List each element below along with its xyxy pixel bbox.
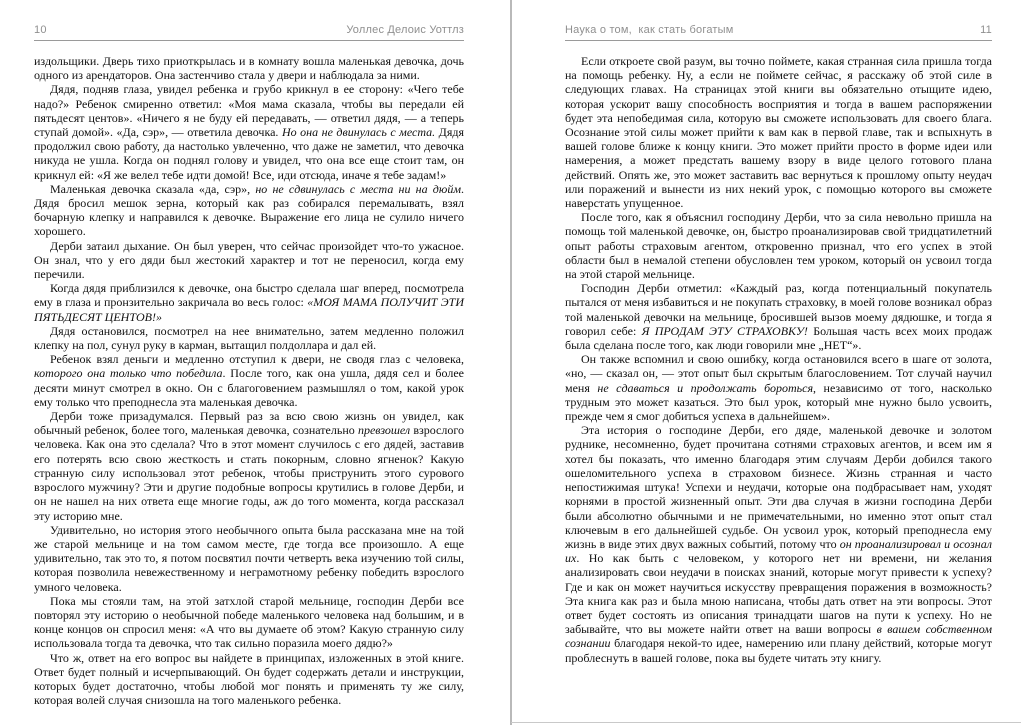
paragraph bbox=[565, 423, 992, 664]
italic-text-run: «МОЯ МАМА ПОЛУЧИТ ЭТИ ПЯТЬДЕСЯТ ЦЕНТОВ!» bbox=[34, 295, 464, 324]
paragraph bbox=[34, 409, 464, 523]
text-run: . После того, как она ушла, дядя сел и более десяти минут смотрел в окно. Он с благоговением размышлял о том, какой урок ему только что преподнесла эта маленькая девочка. bbox=[34, 366, 464, 409]
text-run: Дядя остановился, посмотрел на нее внимательно, затем медленно положил клепку на пол, сунул руку в карман, вытащил полдоллара и дал ей. bbox=[34, 323, 464, 353]
text-run: Он также вспомнил и свою ошибку, когда остановился всего в шаге от золота, «но, — сказал он, — этот опыт был скрытым благословением. Тот случай научил меня bbox=[565, 352, 992, 395]
italic-text-run: но не сдвинулась с места ни на дюйм bbox=[255, 181, 461, 196]
paragraph bbox=[34, 182, 464, 239]
text-run: Дерби тоже призадумался. Первый раз за всю свою жизнь он увидел, как обычный ребенок, более того, маленькая девочка, сознательно bbox=[34, 409, 464, 438]
italic-text-run: превзошел bbox=[357, 423, 411, 438]
paragraph bbox=[565, 281, 992, 352]
paragraph bbox=[34, 82, 464, 181]
italic-text-run: он проанализировал и осознал их bbox=[565, 536, 992, 566]
text-run: издольщики. Дверь тихо приоткрылась и в комнату вошла маленькая девочка, дочь одного из арендаторов. Она застенчиво стала у двери и наблюдала за ними. bbox=[34, 54, 464, 83]
text-run: Ребенок взял деньги и медленно отступил к двери, не сводя глаз с человека, bbox=[50, 352, 464, 367]
left-page-header bbox=[34, 24, 464, 41]
right-page-bottom-edge bbox=[511, 722, 1021, 723]
text-run: Если откроете свой разум, вы точно поймете, какая странная сила пришла тогда на помощь ребенку. Ну, а если не поймете сейчас, я расскажу об этой силе в следующих главах. На страницах этой книги вы обязательно отыщите идею, которая ускорит вашу способность восприятия и тогда в вашем распоряжении будет эта непобедимая сила, которую вы сможете использовать для своего блага. Осознание этой силы может прийти к вам как в первой главе, так и вспыхнуть в вашей голове ближе к концу книги. Это может прийти просто в форме идеи или намерения, а может предстать вашему взору в виде целого готового плана действий. Опять же, это может заставить вас вернуться к прошлому опыту неудач или поражений и вынести из них некий урок, с помощью которого вы сможете наверстать упущенное. bbox=[565, 54, 992, 211]
italic-text-run: не сдаваться и продолжать бороться bbox=[597, 380, 814, 395]
text-run: Удивительно, но история этого необычного опыта была рассказана мне на той же старой мельнице и на том самом месте, где тогда все произошло. А еще удивительно, так это то, я потом посвятил почти четверть века изучению той силы, которая позволила невежественному и неграмотному ребенку победить взрослого умного человека. bbox=[34, 522, 464, 594]
left-page-number: 10 bbox=[34, 24, 47, 36]
paragraph bbox=[34, 281, 464, 324]
right-page-body bbox=[565, 54, 992, 665]
right-page-number: 11 bbox=[980, 24, 992, 36]
text-run: благодаря некой-то идее, намерению или плану действий, которые могут проблеснуть в вашей голове, пока вы будете читать эту книгу. bbox=[565, 636, 992, 665]
right-page-header bbox=[565, 24, 992, 41]
text-run: Маленькая девочка сказала «да, сэр», bbox=[50, 181, 256, 196]
left-page bbox=[0, 0, 510, 725]
paragraph bbox=[565, 210, 992, 281]
paragraph bbox=[34, 324, 464, 352]
left-page-body bbox=[34, 54, 464, 707]
italic-text-run: в вашем собственном сознании bbox=[565, 622, 992, 651]
paragraph bbox=[34, 523, 464, 594]
paragraph bbox=[34, 352, 464, 409]
paragraph bbox=[34, 651, 464, 708]
paragraph bbox=[565, 54, 992, 210]
text-run: Эта история о господине Дерби, его дяде, маленькой девочке и золотом руднике, несомненно, будет прочитана сотнями страховых агентов, и всем им я хотел бы показать, что именно благодаря этим случаям Дерби добился такого ошеломительного успеха в страховом бизнесе. Жизнь странная и часто непостижимая штука! Успехи и неудачи, которые она подбрасывает нам, уходят корнями в простой жизненный опыт. Эти два случая в жизни господина Дерби были абсолютно обычными и не примечательными, но именно этот опыт стал ключевым в его дальнейшей судьбе. Он усвоил урок, который преподнесла ему жизнь в виде этих двух важных событий, потому что bbox=[565, 423, 992, 551]
text-run: Господин Дерби отметил: «Каждый раз, когда потенциальный покупатель пытался от меня избавиться и не покупать страховку, в моей голове возникал образ той маленькой девочки на мельнице, бросившей вызов моему дядюшке, и тогда я говорил себе: bbox=[565, 281, 992, 338]
italic-text-run: Я ПРОДАМ ЭТУ СТРАХОВКУ! bbox=[641, 323, 808, 338]
paragraph bbox=[34, 54, 464, 82]
text-run: Дядя продолжил свою работу, да настолько увлеченно, что даже не заметил, что девочка никуда не ушла. Когда он поднял голову и увидел, что она все еще стоит там, он крикнул ей: «Я же велел тебе идти домой! Все, иди отсюда, иначе я тебе задам!» bbox=[34, 125, 465, 182]
italic-text-run: которого она только что победила bbox=[34, 366, 223, 381]
paragraph bbox=[34, 594, 464, 651]
left-running-head: Уоллес Делоис Уоттлз bbox=[346, 24, 464, 36]
text-run: Дядя, подняв глаза, увидел ребенка и грубо крикнул в ее сторону: «Чего тебе надо?» Ребенок смиренно ответил: «Моя мама сказала, чтобы вы передали ей пятьдесят центов». «Ничего я не буду ей передавать, — ответил дядя, — а теперь ступай домой». «Да, сэр», — ответила девочка. bbox=[34, 82, 464, 140]
paragraph bbox=[565, 352, 992, 423]
text-run: Что ж, ответ на его вопрос вы найдете в принципах, изложенных в этой книге. Ответ будет полный и исчерпывающий. Он будет содержать детали и инструкции, которых будет достаточно, чтобы любой мог понять и применять ту же силу, которая волей случая снизошла на того маленького ребенка. bbox=[34, 650, 464, 708]
text-run: , независимо от того, насколько трудным это может казаться. Это был урок, который мне нужно было усвоить, прежде чем я смог добиться успеха в дальнейшем». bbox=[565, 380, 992, 424]
text-run: взрослого человека. Как она это сделала? Что в этот момент случилось с его дядей, заставив его потерять всю свою жесткость и стать покорным, словно ягненок? Какую странную силу использовал этот ребенок, чтобы приструнить этого сурового взрослого мужчину? Эти и другие подобные вопросы крутились в голове Дерби, и он не нашел на них ответа еще многие годы, аж до того момента, когда рассказал эту историю мне. bbox=[34, 423, 464, 523]
italic-text-run: Но она не двинулась с места. bbox=[281, 125, 436, 140]
text-run: . Но как быть с человеком, у которого нет ни времени, ни желания анализировать свои неудачи в поисках знаний, которые могут привести к успеху? Где и как он может научиться искусству превращения поражения в возможность? Эта книга как раз и была мною написана, чтобы дать ответ на эти вопросы. Этот ответ будет состоять из описания тринадцати шагов на пути к успеху. Но не забывайте, что вы можете найти ответ на ваши вопросы bbox=[565, 551, 992, 637]
text-run: Когда дядя приблизился к девочке, она быстро сделала шаг вперед, посмотрела ему в глаза и пронзительно закричала во весь голос: bbox=[34, 281, 464, 310]
right-running-head: Наука о том, как стать богатым bbox=[565, 24, 734, 36]
text-run: Пока мы стояли там, на этой затхлой старой мельнице, господин Дерби все повторял эту историю о необычной победе маленького человека над большим, и в конце концов он спросил меня: «А что вы думаете об этом? Какую странную силу использовала тогда та девочка, что так сильно поразила моего дядю?» bbox=[34, 593, 464, 651]
text-run: . Дядя бросил мешок зерна, который как раз собирался перемалывать, взял бочарную клепку и направился к девочке. Выражение его лица не сулило ничего хорошего. bbox=[34, 181, 464, 239]
right-page bbox=[512, 0, 1021, 725]
paragraph bbox=[34, 239, 464, 282]
text-run: Большая часть всех моих продаж была сделана после того, как люди говорили мне „НЕТ“». bbox=[565, 323, 993, 353]
text-run: После того, как я объяснил господину Дерби, что за сила невольно пришла на помощь той маленькой девочке, он, быстро проанализировав свой тридцатилетний опыт работы страховым агентом, откровенно признал, что его успех в этой области был в немалой степени обусловлен тем уроком, который он усвоил тогда на этой старой мельнице. bbox=[565, 210, 992, 282]
text-run: Дерби затаил дыхание. Он был уверен, что сейчас произойдет что-то ужасное. Он знал, что у его дяди был жестокий характер и тот не переносил, когда ему перечили. bbox=[34, 238, 464, 282]
